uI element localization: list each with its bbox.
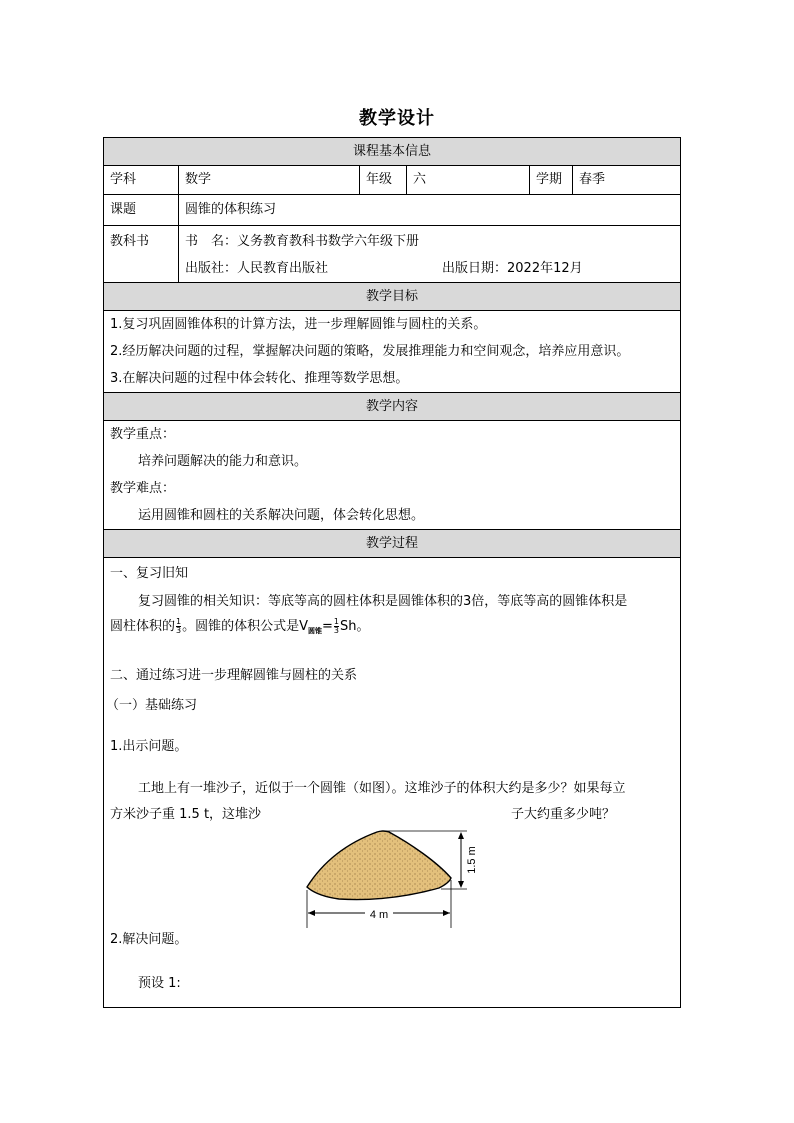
review-text-c: = bbox=[322, 619, 333, 634]
subject-label: 学科 bbox=[104, 166, 179, 195]
term-value: 春季 bbox=[573, 166, 681, 195]
publisher-line bbox=[185, 255, 674, 282]
fraction-numerator: 1 bbox=[333, 617, 340, 626]
objective-item: 3.在解决问题的过程中体会转化、推理等数学思想。 bbox=[110, 371, 409, 386]
textbook-label bbox=[104, 226, 179, 283]
fraction-denominator: 3 bbox=[176, 626, 182, 635]
height-label: 1.5 m bbox=[466, 846, 478, 874]
content-header: 教学内容 bbox=[104, 393, 681, 421]
process-body bbox=[104, 558, 681, 1008]
review-text-a: 圆柱体积的 bbox=[110, 619, 176, 634]
key-point-text: 培养问题解决的能力和意识。 bbox=[138, 454, 308, 469]
difficulty-label: 教学难点： bbox=[110, 481, 176, 496]
fraction-numerator: 1 bbox=[176, 617, 182, 626]
volume-subscript: 圆锥 bbox=[308, 627, 323, 635]
review-line-2 bbox=[110, 615, 370, 636]
book-name: 书 名：义务教育教科书数学六年级下册 bbox=[185, 234, 420, 249]
section1-title: 一、复习旧知 bbox=[110, 566, 189, 581]
basic-info-header: 课程基本信息 bbox=[104, 138, 681, 166]
subject-value: 数学 bbox=[179, 166, 360, 195]
topic-label: 课题 bbox=[104, 195, 179, 226]
problem-text-b: 子大约重多少吨？ bbox=[511, 807, 616, 822]
preset-label: 预设 1: bbox=[138, 976, 181, 991]
publish-date: 出版日期：2022年12月 bbox=[442, 261, 583, 276]
difficulty-text: 运用圆锥和圆柱的关系解决问题，体会转化思想。 bbox=[138, 508, 425, 523]
fraction-one-third bbox=[176, 618, 181, 635]
objectives-list bbox=[104, 311, 681, 393]
process-header: 教学过程 bbox=[104, 530, 681, 558]
publisher: 出版社：人民教育出版社 bbox=[185, 261, 329, 276]
review-line-1: 复习圆锥的相关知识：等底等高的圆柱体积是圆锥体积的3倍，等底等高的圆锥体积是 bbox=[138, 594, 628, 609]
topic-value: 圆锥的体积练习 bbox=[179, 195, 681, 226]
textbook-label-text: 教科书 bbox=[110, 234, 150, 249]
fraction-one-third bbox=[334, 618, 339, 635]
sand-cone-figure bbox=[299, 818, 489, 930]
step2-title: 2.解决问题。 bbox=[110, 932, 188, 947]
section2-title: 二、通过练习进一步理解圆锥与圆柱的关系 bbox=[110, 668, 358, 683]
basic-practice-title: （一）基础练习 bbox=[106, 698, 198, 713]
key-point-label: 教学重点： bbox=[110, 427, 176, 442]
review-text-b: 。圆锥的体积公式是V bbox=[182, 619, 309, 634]
term-label: 学期 bbox=[530, 166, 573, 195]
width-label: 4 m bbox=[369, 909, 389, 921]
grade-label: 年级 bbox=[360, 166, 407, 195]
review-text-d: Sh。 bbox=[340, 619, 370, 634]
problem-text-a: 方米沙子重 1.5 t，这堆沙 bbox=[110, 807, 262, 822]
objective-item: 1.复习巩固圆锥体积的计算方法，进一步理解圆锥与圆柱的关系。 bbox=[110, 317, 487, 332]
step1-title: 1.出示问题。 bbox=[110, 739, 188, 754]
textbook-info bbox=[179, 226, 681, 283]
lesson-table bbox=[103, 137, 681, 1008]
objectives-header: 教学目标 bbox=[104, 283, 681, 311]
problem-line-1: 工地上有一堆沙子，近似于一个圆锥（如图）。这堆沙子的体积大约是多少？如果每立 bbox=[138, 781, 626, 796]
objective-item: 2.经历解决问题的过程，掌握解决问题的策略，发展推理能力和空间观念，培养应用意识。 bbox=[110, 344, 630, 359]
grade-value: 六 bbox=[407, 166, 530, 195]
content-body bbox=[104, 421, 681, 530]
document-title: 教学设计 bbox=[359, 108, 435, 129]
fraction-denominator: 3 bbox=[333, 626, 340, 635]
